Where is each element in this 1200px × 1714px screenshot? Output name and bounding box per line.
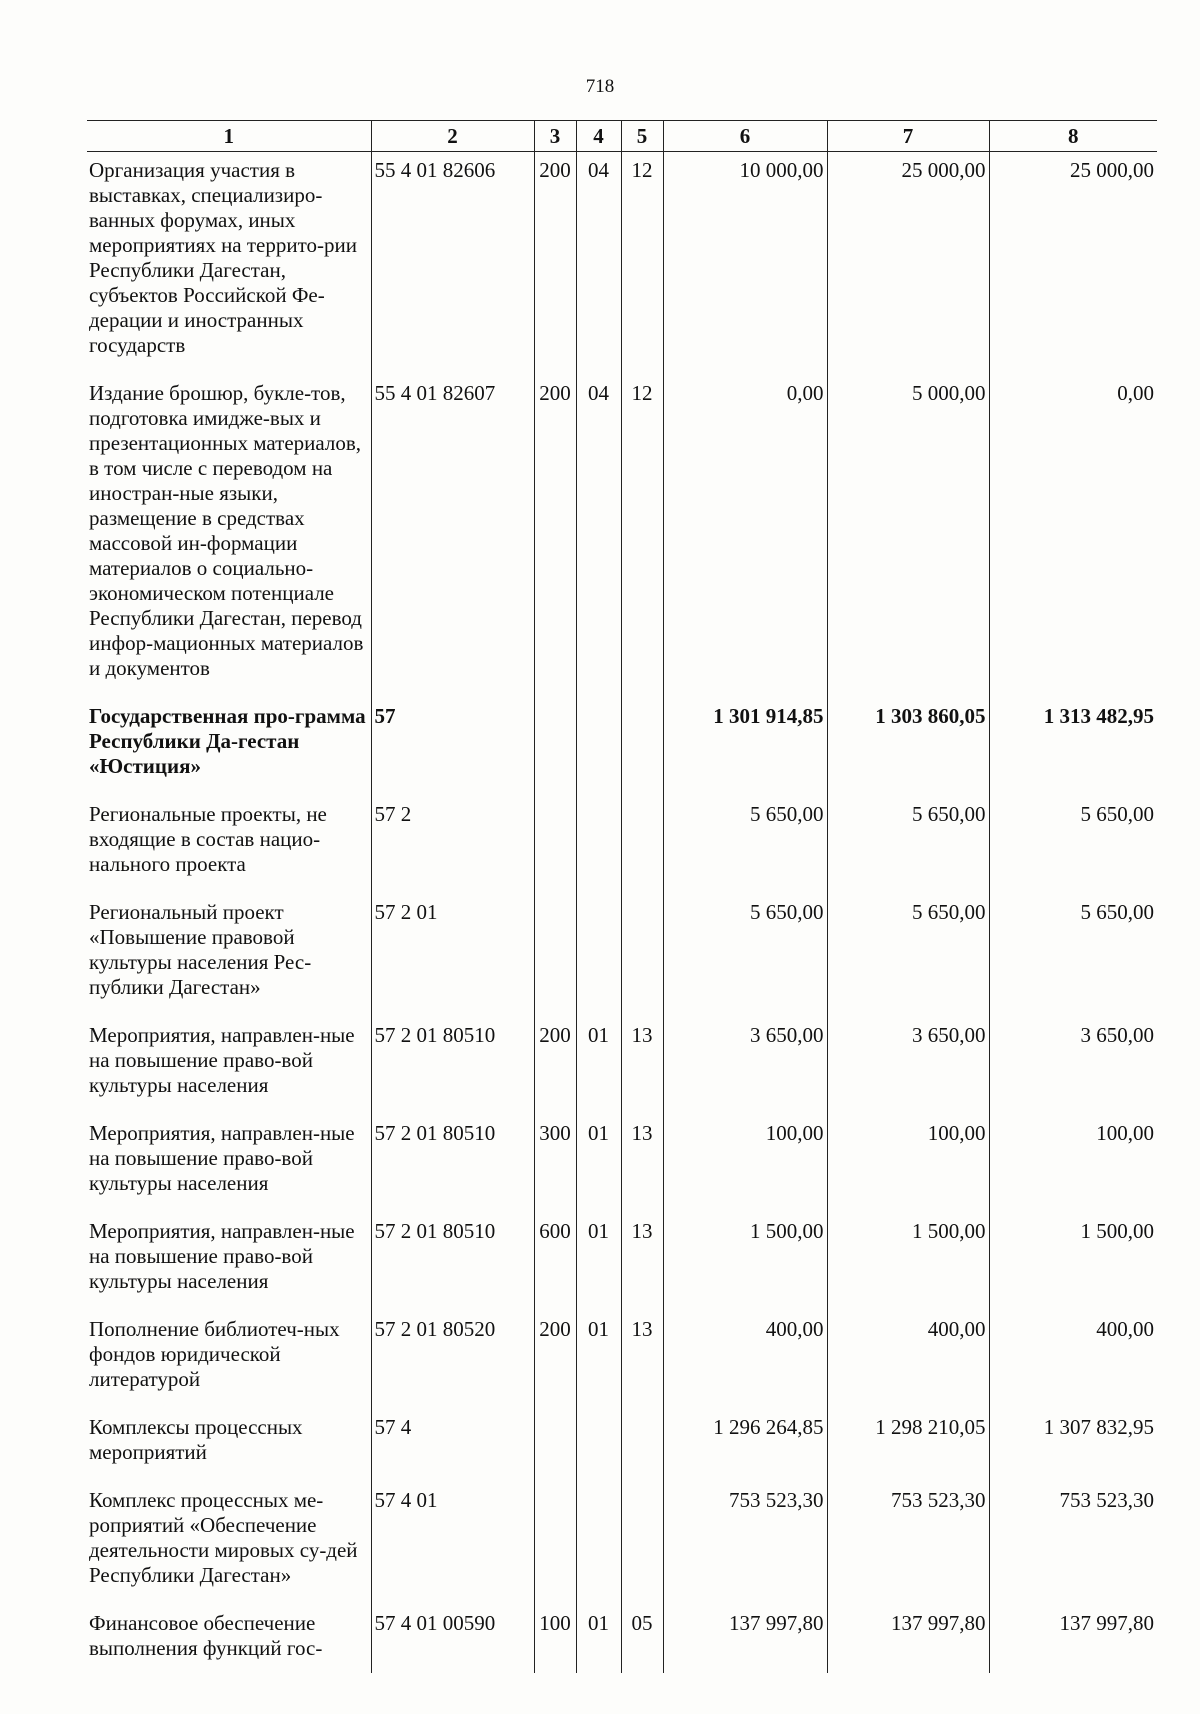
row-code-cell: 57 2 01 80510	[371, 1115, 534, 1213]
row-col5-cell: 05	[621, 1605, 663, 1673]
row-value-col8: 0,00	[989, 375, 1157, 698]
row-col5-cell	[621, 894, 663, 1017]
row-value-col6: 100,00	[663, 1115, 827, 1213]
row-value-col8: 1 307 832,95	[989, 1409, 1157, 1482]
row-code-cell: 57 2 01 80520	[371, 1311, 534, 1409]
table-row	[87, 375, 1157, 698]
row-col5-cell	[621, 1409, 663, 1482]
row-col5-cell: 13	[621, 1311, 663, 1409]
table-row	[87, 1605, 1157, 1673]
row-col4-cell	[576, 796, 621, 894]
table-row	[87, 894, 1157, 1017]
row-value-col6: 5 650,00	[663, 796, 827, 894]
row-name-cell: Издание брошюр, букле-тов, подготовка имидже-вых и презентационных материалов, в том числе с переводом на иностран-ные языки, размещение в средствах массовой ин-формации материалов о социально-экономическом потенциале Республики Дагестан, перевод инфор-мационных материалов и документов	[89, 381, 364, 680]
row-value-col7: 5 650,00	[827, 894, 989, 1017]
row-value-col8: 5 650,00	[989, 796, 1157, 894]
row-col5-cell: 13	[621, 1017, 663, 1115]
row-col4-cell: 01	[576, 1311, 621, 1409]
row-col4-cell: 01	[576, 1213, 621, 1311]
row-value-col8: 137 997,80	[989, 1605, 1157, 1673]
row-name-cell: Комплексы процессных мероприятий	[89, 1415, 303, 1464]
row-value-col7: 1 303 860,05	[827, 698, 989, 796]
row-col3-cell: 200	[534, 375, 576, 698]
row-value-col6: 400,00	[663, 1311, 827, 1409]
row-name-cell: Мероприятия, направлен-ные на повышение право-вой культуры населения	[89, 1121, 355, 1195]
column-header: 1	[87, 121, 371, 152]
row-col4-cell: 01	[576, 1115, 621, 1213]
row-name-cell: Региональные проекты, не входящие в состав нацио-нального проекта	[89, 802, 327, 876]
table-row	[87, 1017, 1157, 1115]
row-value-col7: 137 997,80	[827, 1605, 989, 1673]
row-value-col8: 5 650,00	[989, 894, 1157, 1017]
row-name-cell: Организация участия в выставках, специализиро-ванных форумах, иных мероприятиях на террито-рии Республики Дагестан, субъектов Российской Фе-дерации и иностранных государств	[89, 158, 357, 357]
row-col5-cell: 12	[621, 375, 663, 698]
row-value-col6: 5 650,00	[663, 894, 827, 1017]
row-col3-cell	[534, 796, 576, 894]
row-col5-cell	[621, 796, 663, 894]
row-name-cell: Государственная про-грамма Республики Да-гестан «Юстиция»	[89, 704, 366, 778]
row-value-col6: 1 301 914,85	[663, 698, 827, 796]
row-value-col6: 3 650,00	[663, 1017, 827, 1115]
row-col3-cell: 100	[534, 1605, 576, 1673]
row-code-cell: 57	[371, 698, 534, 796]
table-row	[87, 1482, 1157, 1605]
table-row	[87, 1311, 1157, 1409]
row-name-cell: Мероприятия, направлен-ные на повышение право-вой культуры населения	[89, 1219, 355, 1293]
row-col3-cell	[534, 1482, 576, 1605]
table-row	[87, 698, 1157, 796]
row-col4-cell	[576, 698, 621, 796]
row-code-cell: 55 4 01 82607	[371, 375, 534, 698]
column-header: 5	[621, 121, 663, 152]
table-row	[87, 1115, 1157, 1213]
row-col3-cell: 300	[534, 1115, 576, 1213]
row-value-col7: 753 523,30	[827, 1482, 989, 1605]
row-name-cell: Мероприятия, направлен-ные на повышение право-вой культуры населения	[89, 1023, 355, 1097]
row-code-cell: 57 4	[371, 1409, 534, 1482]
row-value-col8: 1 313 482,95	[989, 698, 1157, 796]
row-value-col6: 0,00	[663, 375, 827, 698]
row-name-cell: Комплекс процессных ме-роприятий «Обеспечение деятельности мировых су-дей Республики Дагестан»	[89, 1488, 358, 1587]
column-header: 7	[827, 121, 989, 152]
row-value-col8: 25 000,00	[989, 152, 1157, 376]
row-col5-cell: 12	[621, 152, 663, 376]
row-value-col7: 3 650,00	[827, 1017, 989, 1115]
row-code-cell: 57 4 01	[371, 1482, 534, 1605]
column-header: 2	[371, 121, 534, 152]
column-header: 4	[576, 121, 621, 152]
table-row	[87, 1409, 1157, 1482]
row-col4-cell	[576, 894, 621, 1017]
column-header: 3	[534, 121, 576, 152]
table-row	[87, 152, 1157, 376]
row-value-col6: 137 997,80	[663, 1605, 827, 1673]
row-code-cell: 57 2	[371, 796, 534, 894]
row-value-col7: 1 298 210,05	[827, 1409, 989, 1482]
row-col4-cell	[576, 1409, 621, 1482]
row-col4-cell: 01	[576, 1605, 621, 1673]
row-value-col7: 400,00	[827, 1311, 989, 1409]
row-col3-cell: 200	[534, 152, 576, 376]
row-col4-cell: 04	[576, 375, 621, 698]
row-value-col6: 1 296 264,85	[663, 1409, 827, 1482]
page-number: 718	[585, 76, 615, 97]
row-value-col8: 400,00	[989, 1311, 1157, 1409]
column-header: 8	[989, 121, 1157, 152]
row-value-col7: 5 650,00	[827, 796, 989, 894]
row-value-col8: 100,00	[989, 1115, 1157, 1213]
row-col5-cell	[621, 1482, 663, 1605]
table-row	[87, 1213, 1157, 1311]
row-code-cell: 57 2 01 80510	[371, 1017, 534, 1115]
header-row	[87, 121, 1157, 152]
row-name-cell: Региональный проект «Повышение правовой культуры населения Рес-публики Дагестан»	[89, 900, 312, 999]
row-col4-cell: 01	[576, 1017, 621, 1115]
row-value-col7: 5 000,00	[827, 375, 989, 698]
row-value-col7: 100,00	[827, 1115, 989, 1213]
row-code-cell: 57 2 01 80510	[371, 1213, 534, 1311]
row-col3-cell	[534, 894, 576, 1017]
row-code-cell: 55 4 01 82606	[371, 152, 534, 376]
column-header: 6	[663, 121, 827, 152]
row-value-col8: 1 500,00	[989, 1213, 1157, 1311]
budget-table	[87, 120, 1157, 1673]
row-col4-cell: 04	[576, 152, 621, 376]
row-col3-cell: 200	[534, 1311, 576, 1409]
row-col3-cell	[534, 1409, 576, 1482]
row-value-col8: 753 523,30	[989, 1482, 1157, 1605]
row-value-col6: 753 523,30	[663, 1482, 827, 1605]
row-col3-cell	[534, 698, 576, 796]
table-row	[87, 796, 1157, 894]
row-code-cell: 57 2 01	[371, 894, 534, 1017]
row-value-col8: 3 650,00	[989, 1017, 1157, 1115]
row-value-col6: 1 500,00	[663, 1213, 827, 1311]
row-col5-cell: 13	[621, 1213, 663, 1311]
row-col3-cell: 200	[534, 1017, 576, 1115]
row-col3-cell: 600	[534, 1213, 576, 1311]
row-name-cell: Финансовое обеспечение выполнения функций гос-	[89, 1611, 323, 1660]
row-col5-cell	[621, 698, 663, 796]
row-value-col7: 25 000,00	[827, 152, 989, 376]
row-value-col7: 1 500,00	[827, 1213, 989, 1311]
row-code-cell: 57 4 01 00590	[371, 1605, 534, 1673]
row-value-col6: 10 000,00	[663, 152, 827, 376]
row-col5-cell: 13	[621, 1115, 663, 1213]
row-name-cell: Пополнение библиотеч-ных фондов юридической литературой	[89, 1317, 340, 1391]
row-col4-cell	[576, 1482, 621, 1605]
